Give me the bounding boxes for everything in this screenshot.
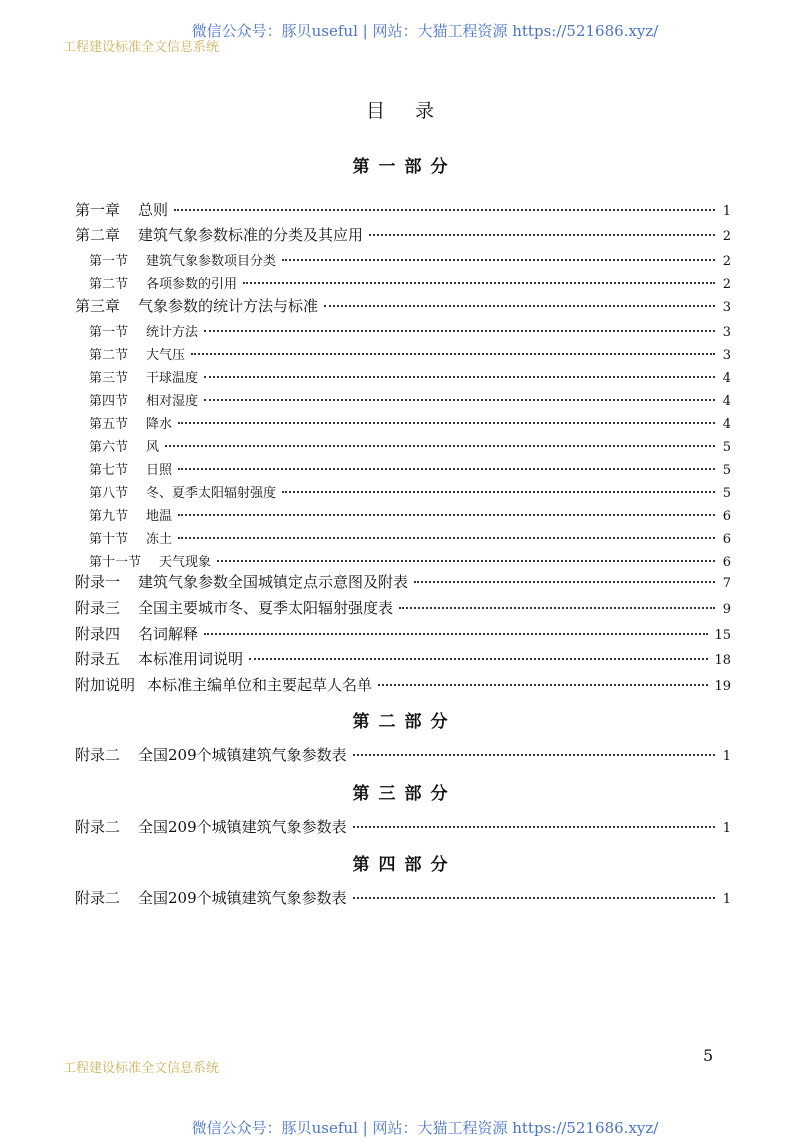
toc-entry-page: 4 — [722, 394, 731, 409]
toc-entry[interactable] — [75, 571, 731, 592]
dot-leader — [353, 754, 715, 756]
toc-entry[interactable] — [89, 482, 731, 501]
dot-leader — [178, 537, 715, 539]
toc-entry-page: 9 — [722, 602, 731, 617]
system-name-bottom: 工程建设标准全文信息系统 — [63, 1061, 220, 1076]
toc-entry-page: 18 — [714, 653, 731, 668]
toc-entry-number: 第二章 — [75, 226, 121, 244]
toc-entry-label: 风 — [146, 440, 160, 455]
toc-entry[interactable] — [75, 744, 731, 765]
toc-entry-number: 第一章 — [75, 201, 121, 219]
toc-entry[interactable] — [89, 367, 731, 386]
dot-leader — [282, 491, 715, 493]
dot-leader — [191, 353, 715, 355]
toc-entry-page: 1 — [722, 892, 731, 907]
toc-entry[interactable] — [75, 623, 731, 644]
toc-entry-label: 地温 — [146, 509, 173, 524]
toc-entry-label: 建筑气象参数全国城镇定点示意图及附表 — [138, 573, 409, 591]
toc-entry-label: 大气压 — [146, 348, 186, 363]
toc-entry-page: 6 — [722, 509, 731, 524]
part-heading: 第一部分 — [352, 157, 457, 177]
dot-leader — [204, 633, 708, 635]
toc-entry-label: 建筑气象参数标准的分类及其应用 — [138, 226, 364, 244]
toc-entry-page: 3 — [722, 348, 731, 363]
toc-entry-page: 1 — [722, 821, 731, 836]
dot-leader — [178, 468, 715, 470]
dot-leader — [249, 658, 708, 660]
watermark-top: 微信公众号：豚贝useful | 网站：大猫工程资源 https://521686.xyz/ — [191, 22, 659, 40]
dot-leader — [204, 376, 715, 378]
toc-entry-label: 全国209个城镇建筑气象参数表 — [138, 889, 347, 907]
toc-entry-page: 7 — [722, 576, 731, 591]
toc-entry-number: 第九节 — [89, 509, 129, 524]
toc-entry-page: 15 — [714, 628, 731, 643]
toc-entry-page: 3 — [722, 325, 731, 340]
toc-entry-label: 冬、夏季太阳辐射强度 — [146, 486, 277, 501]
toc-entry-number: 第十一节 — [89, 555, 142, 570]
toc-entry[interactable] — [75, 597, 731, 618]
toc-entry-number: 第六节 — [89, 440, 129, 455]
toc-entry-label: 全国209个城镇建筑气象参数表 — [138, 818, 347, 836]
toc-entry-label: 气象参数的统计方法与标准 — [138, 297, 319, 315]
toc-entry-label: 全国209个城镇建筑气象参数表 — [138, 746, 347, 764]
toc-entry[interactable] — [75, 199, 731, 220]
dot-leader — [399, 607, 715, 609]
dot-leader — [414, 581, 715, 583]
toc-entry[interactable] — [75, 648, 731, 669]
toc-entry-number: 第五节 — [89, 417, 129, 432]
toc-entry-label: 建筑气象参数项目分类 — [146, 254, 277, 269]
toc-entry[interactable] — [89, 505, 731, 524]
dot-leader — [204, 399, 715, 401]
toc-entry-page: 4 — [722, 371, 731, 386]
toc-entry-label: 本标准用词说明 — [138, 650, 244, 668]
toc-entry[interactable] — [75, 816, 731, 837]
toc-entry-page: 6 — [722, 532, 731, 547]
toc-entry[interactable] — [89, 390, 731, 409]
toc-entry-number: 第一节 — [89, 254, 129, 269]
toc-entry-number: 第二节 — [89, 277, 129, 292]
toc-entry-number: 附录四 — [75, 625, 121, 643]
toc-entry-page: 5 — [722, 440, 731, 455]
toc-entry[interactable] — [75, 674, 731, 695]
toc-entry-label: 统计方法 — [146, 325, 199, 340]
toc-entry-label: 降水 — [146, 417, 173, 432]
toc-entry-number: 附录五 — [75, 650, 121, 668]
toc-entry[interactable] — [89, 321, 731, 340]
toc-entry-label: 本标准主编单位和主要起草人名单 — [147, 676, 373, 694]
dot-leader — [174, 209, 715, 211]
toc-entry-number: 附录一 — [75, 573, 121, 591]
toc-entry[interactable] — [89, 459, 731, 478]
dot-leader — [204, 330, 715, 332]
toc-entry-number: 第三章 — [75, 297, 121, 315]
toc-entry-number: 第七节 — [89, 463, 129, 478]
part-heading: 第四部分 — [352, 855, 457, 875]
toc-entry[interactable] — [89, 273, 731, 292]
dot-leader — [353, 897, 715, 899]
toc-entry-number: 第三节 — [89, 371, 129, 386]
toc-entry-number: 附录二 — [75, 746, 121, 764]
toc-entry[interactable] — [89, 528, 731, 547]
dot-leader — [353, 826, 715, 828]
toc-entry-label: 相对湿度 — [146, 394, 199, 409]
dot-leader — [243, 282, 715, 284]
dot-leader — [378, 684, 708, 686]
dot-leader — [282, 259, 715, 261]
toc-entry-label: 天气现象 — [159, 555, 212, 570]
toc-entry-label: 各项参数的引用 — [146, 277, 238, 292]
toc-entry-page: 19 — [714, 679, 731, 694]
dot-leader — [178, 514, 715, 516]
toc-entry-page: 2 — [722, 254, 731, 269]
toc-entry[interactable] — [89, 551, 731, 570]
toc-entry-label: 日照 — [146, 463, 173, 478]
toc-entry-page: 3 — [722, 300, 731, 315]
toc-entry-number: 第十节 — [89, 532, 129, 547]
toc-entry-number: 第二节 — [89, 348, 129, 363]
toc-entry[interactable] — [89, 344, 731, 363]
toc-entry[interactable] — [89, 250, 731, 269]
toc-entry-label: 总则 — [138, 201, 169, 219]
toc-entry-page: 5 — [722, 463, 731, 478]
dot-leader — [369, 234, 715, 236]
toc-entry[interactable] — [89, 413, 731, 432]
toc-entry-label: 名词解释 — [138, 625, 199, 643]
system-name-top: 工程建设标准全文信息系统 — [63, 40, 220, 55]
page-title: 目录 — [365, 100, 464, 122]
toc-entry-number: 附录二 — [75, 818, 121, 836]
toc-entry-number: 附录三 — [75, 599, 121, 617]
toc-entry-number: 附录二 — [75, 889, 121, 907]
toc-entry-page: 1 — [722, 749, 731, 764]
part-heading: 第三部分 — [352, 784, 457, 804]
toc-entry-page: 4 — [722, 417, 731, 432]
toc-entry-page: 2 — [722, 229, 731, 244]
toc-entry-number: 第八节 — [89, 486, 129, 501]
page-number: 5 — [703, 1046, 714, 1065]
toc-entry[interactable] — [75, 887, 731, 908]
dot-leader — [217, 560, 715, 562]
dot-leader — [165, 445, 715, 447]
toc-entry-page: 2 — [722, 277, 731, 292]
toc-entry-number: 第一节 — [89, 325, 129, 340]
toc-entry-label: 冻土 — [146, 532, 173, 547]
toc-entry-label: 全国主要城市冬、夏季太阳辐射强度表 — [138, 599, 394, 617]
toc-entry[interactable] — [75, 295, 731, 316]
toc-entry-page: 6 — [722, 555, 731, 570]
watermark-bottom: 微信公众号：豚贝useful | 网站：大猫工程资源 https://521686.xyz/ — [191, 1119, 659, 1137]
toc-entry-label: 干球温度 — [146, 371, 199, 386]
toc-entry[interactable] — [75, 224, 731, 245]
toc-entry-page: 1 — [722, 204, 731, 219]
dot-leader — [178, 422, 715, 424]
part-heading: 第二部分 — [352, 712, 457, 732]
toc-entry[interactable] — [89, 436, 731, 455]
toc-entry-number: 第四节 — [89, 394, 129, 409]
toc-entry-page: 5 — [722, 486, 731, 501]
toc-entry-number: 附加说明 — [75, 676, 136, 694]
dot-leader — [324, 305, 715, 307]
